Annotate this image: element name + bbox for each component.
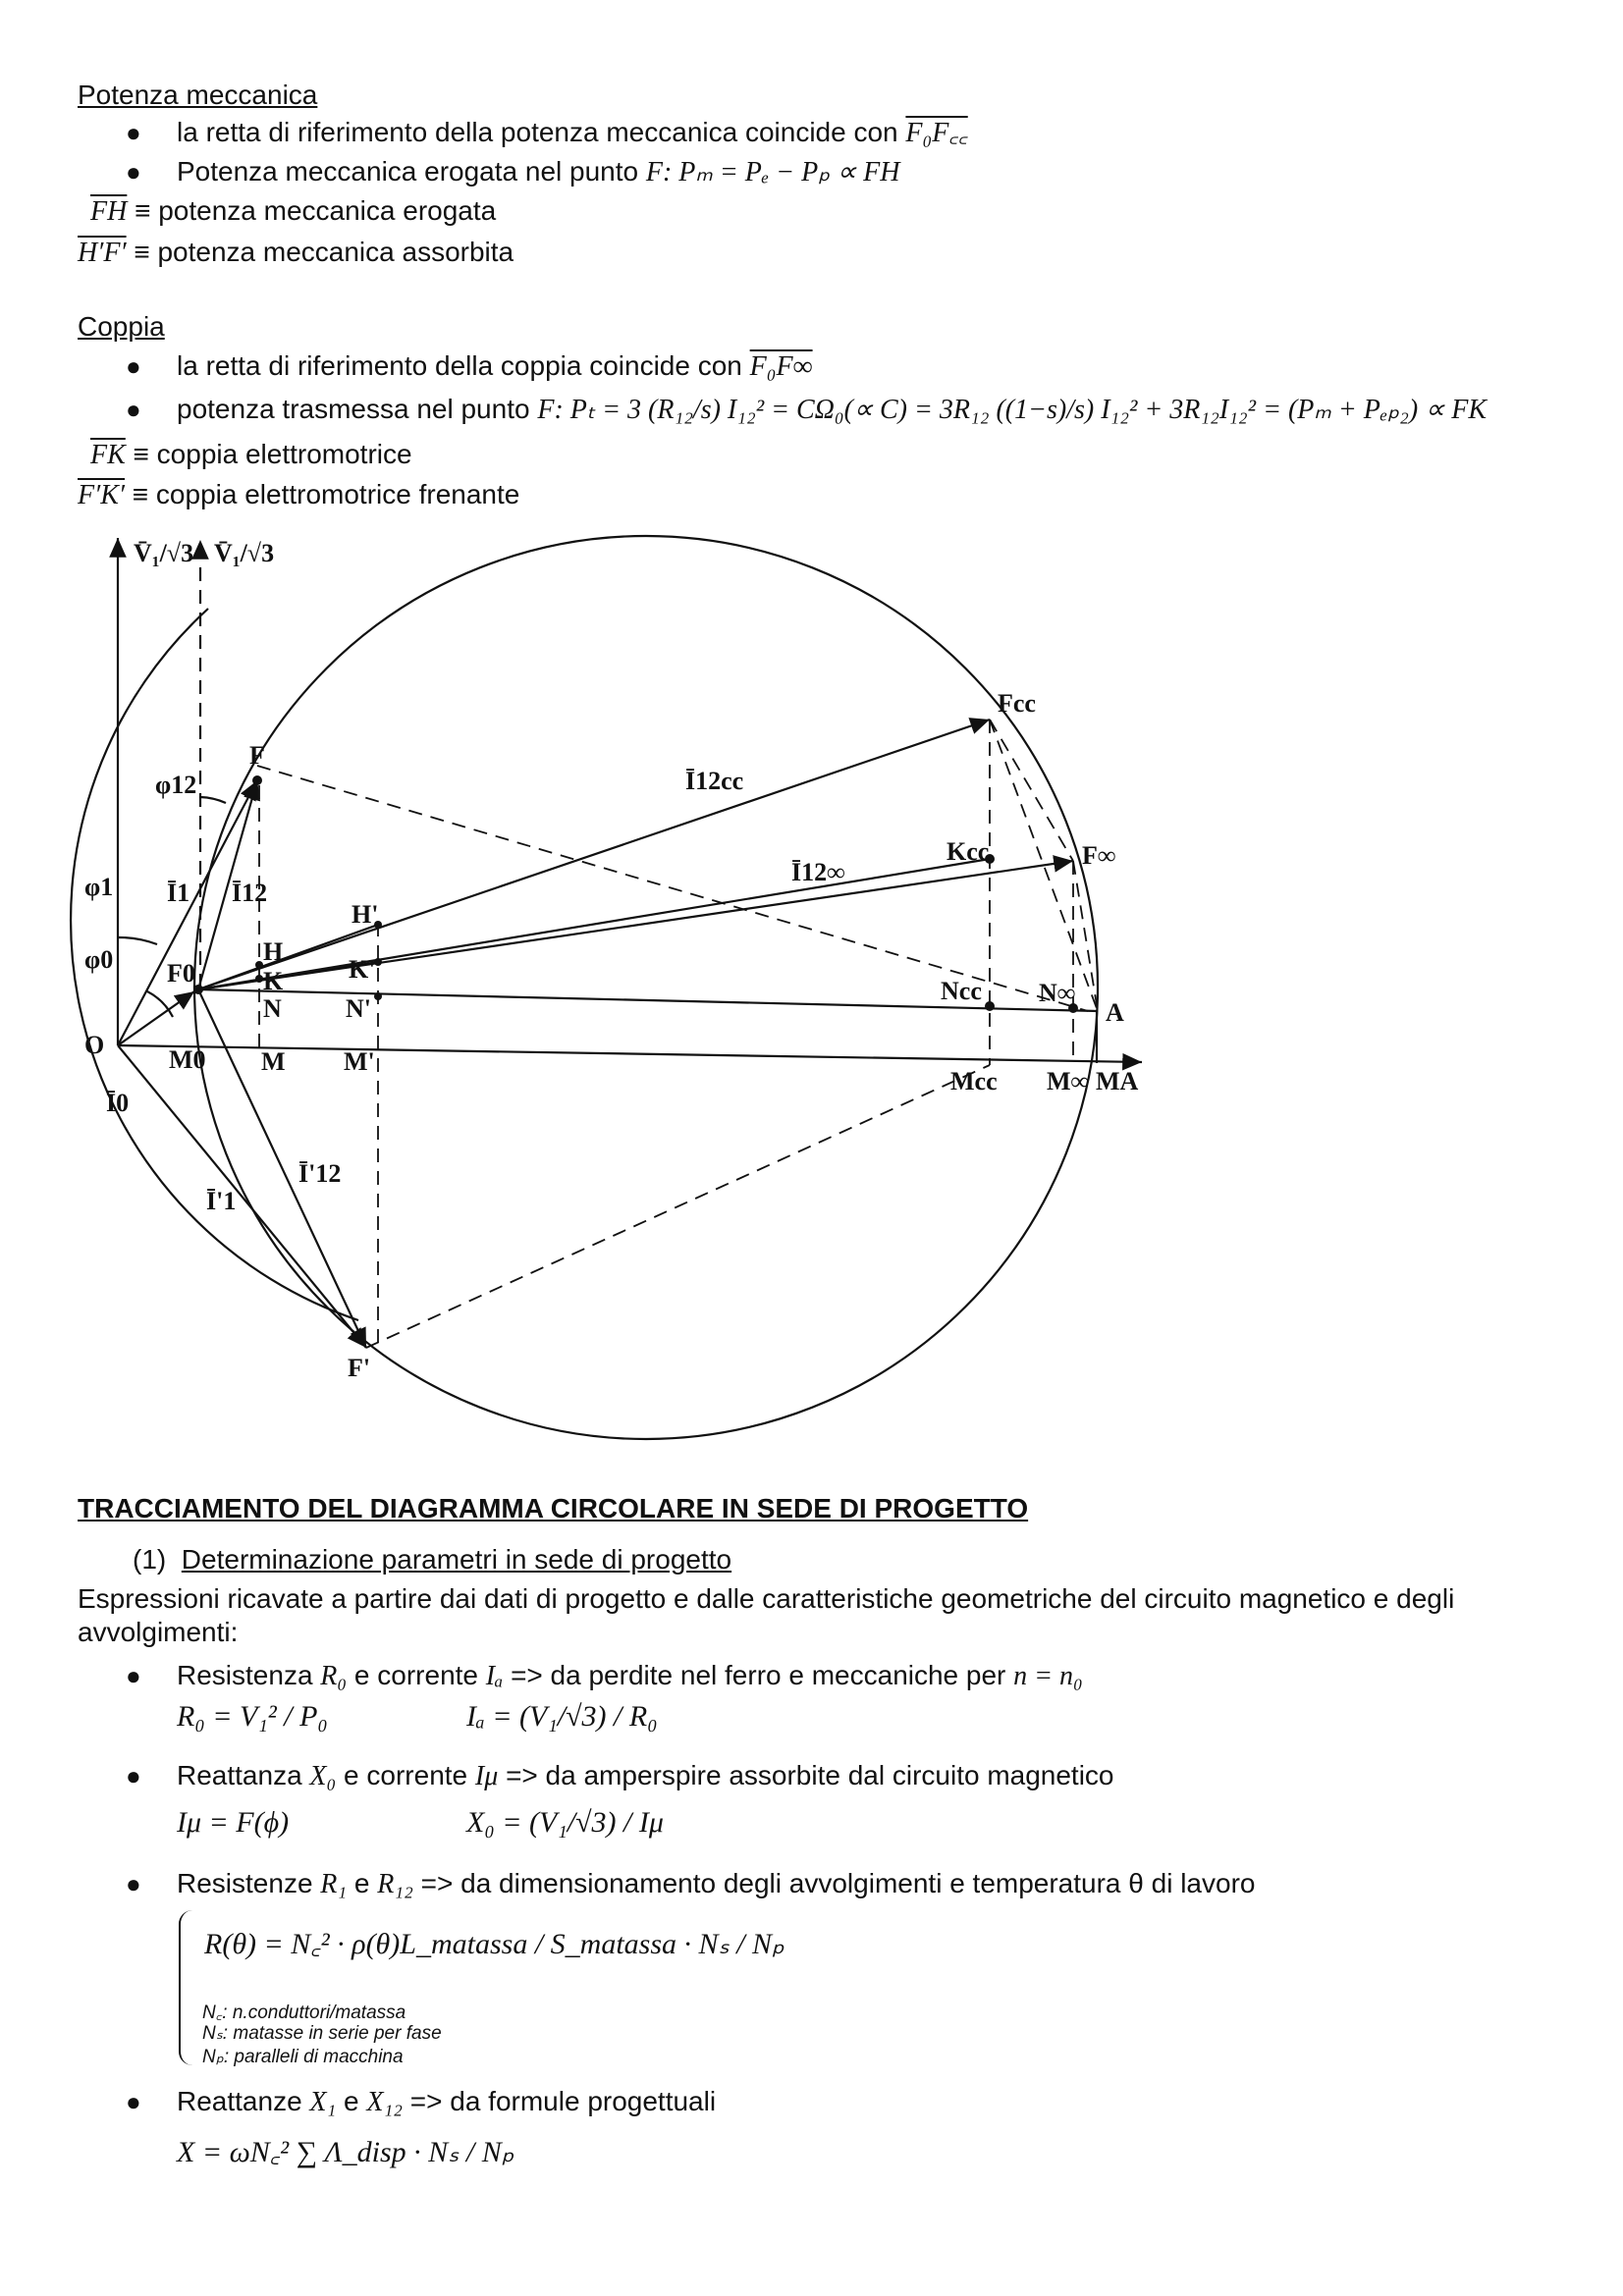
legend-np: Nₚ: paralleli di macchina [202,2047,404,2067]
r0-eq: R₀ = V₁² / P₀ [177,1700,328,1733]
label-phi12: φ12 [155,771,197,799]
label-Fcc: Fcc [998,689,1036,718]
i1-vector [118,780,257,1045]
x0-eq: X₀ = (V₁/√3) / Iμ [466,1806,664,1839]
label-v1: V̄₁/√3 [134,539,194,567]
label-Mp: M' [344,1047,375,1076]
label-I12inf: Ī12∞ [791,858,845,886]
line-F0-Kcc [198,859,990,989]
r1-math-1: R₁ [320,1869,348,1899]
label-H: H [263,937,284,966]
x0-text-b: e corrente [336,1760,475,1790]
x0-bullet [177,1759,1114,1793]
x0-math-2: Iμ [474,1761,499,1791]
torque-l3-text: ≡ coppia elettromotrice [125,439,412,469]
label-Kp: K' [349,955,376,984]
torque-line-3 [90,438,412,472]
label-Ip12: Ī'12 [298,1159,342,1188]
phi1-arc [118,937,157,944]
dashed-Fcc-Finf [990,720,1073,861]
label-Minf: M∞ [1047,1067,1090,1095]
label-Finf: F∞ [1082,841,1116,870]
brace [179,1910,196,2065]
point-F [252,775,262,785]
point-K [255,975,263,983]
torque-bullet-2 [177,393,1487,427]
bullet-icon: ● [126,1661,141,1690]
r-theta-eq: R(θ) = N꜀² · ρ(θ)L_matassa / S_matassa · Nₛ / Nₚ [204,1928,784,1960]
mech-line-3 [90,194,496,229]
x1-math-2: X₁₂ [366,2087,403,2117]
r0-math-2: Iₐ [485,1661,504,1691]
mech-l4-text: ≡ potenza meccanica assorbita [126,237,514,267]
point-Ncc [985,1001,995,1011]
torque-b2-text: potenza trasmessa nel punto [177,394,538,424]
x0-text-a: Reattanza [177,1760,310,1790]
label-I12: Ī12 [232,879,268,907]
i12cc-vector [198,720,990,989]
bullet-icon: ● [126,351,141,381]
label-Ninf: N∞ [1039,979,1076,1007]
i1p-vector [118,1045,366,1348]
label-v1b: V̄₁/√3 [214,539,275,567]
torque-heading: Coppia [78,311,165,342]
mech-l3-text: ≡ potenza meccanica erogata [127,195,497,226]
mech-bullet-2 [177,155,900,189]
x1-math-1: X₁ [309,2087,337,2117]
phi0-arc [147,991,173,1017]
i0-vector [118,991,194,1045]
mech-heading: Potenza meccanica [78,80,318,110]
imu-eq: Iμ = F(ϕ) [177,1806,290,1839]
legend-ns: Nₛ: matasse in serie per fase [202,2023,442,2044]
bullet-icon: ● [126,157,141,187]
label-Hp: H' [352,900,379,929]
r0-text-b: e corrente [347,1660,486,1690]
design-title: TRACCIAMENTO DEL DIAGRAMMA CIRCOLARE IN SEDE DI PROGETTO [78,1493,1029,1523]
dashed-F-A [257,766,1088,1011]
mech-l3-sym: $\overline{FH}$ [90,196,128,227]
label-Np: N' [346,994,371,1023]
design-intro-1: Espressioni ricavate a partire dai dati di progetto e dalle caratteristiche geometriche del circuito magnetico e degli [78,1583,1455,1614]
label-F: F [249,741,265,770]
r1-text-a: Resistenze [177,1868,321,1898]
torque-line-4 [78,478,519,512]
label-I12cc: Ī12cc [685,767,744,795]
phi12-arc [200,797,226,803]
label-MA: MA [1096,1067,1139,1095]
torque-bullet-1 [177,349,813,384]
label-I0: Ī0 [106,1089,130,1117]
r1-bullet [177,1867,1255,1901]
label-Kcc: Kcc [947,837,990,866]
x-eq: X = ωN꜀² ∑ Λ_disp · Nₛ / Nₚ [177,2136,514,2168]
mech-b1-text: la retta di riferimento della potenza meccanica coincide con [177,117,906,147]
bullet-icon: ● [126,395,141,424]
torque-b2-math: F: Pₜ = 3 (R₁₂/s) I₁₂² = CΩ₀(∝ C) = 3R₁₂ ((1−s)/s) I₁₂² + 3R₁₂I₁₂² = (Pₘ + Pₑₚ₂) ∝ FK [537,395,1487,425]
mech-b2-text: Potenza meccanica erogata nel punto [177,156,646,187]
label-Mcc: Mcc [950,1067,998,1095]
label-phi0: φ0 [84,945,114,974]
r1-math-2: R₁₂ [377,1869,413,1899]
label-I1: Ī1 [167,879,190,907]
r1-text-b: e [347,1868,378,1898]
label-F0: F0 [167,959,195,988]
x0-math-1: X₀ [309,1761,337,1791]
design-intro-2: avvolgimenti: [78,1617,239,1647]
label-Ip1: Ī'1 [206,1187,237,1215]
mech-b2-math: F: Pₘ = Pₑ − Pₚ ∝ FH [645,157,900,187]
r0-bullet [177,1659,1083,1693]
mech-b1-math: F₀F꜀꜀ [905,118,968,148]
ia-eq: Iₐ = (V₁/√3) / R₀ [466,1700,658,1733]
x1-text-a: Reattanze [177,2086,310,2116]
bullet-icon: ● [126,2087,141,2116]
label-A: A [1106,998,1124,1027]
r0-math-3: n = n₀ [1013,1661,1083,1691]
x0-text-c: => da amperspire assorbite dal circuito magnetico [498,1760,1114,1790]
mech-line-4 [78,236,514,270]
label-O: O [84,1031,105,1059]
mech-bullet-1 [177,116,968,150]
torque-b1-math: F₀F∞ [749,351,813,382]
label-Ncc: Ncc [941,977,982,1005]
bullet-icon: ● [126,1761,141,1790]
label-M: M [261,1047,286,1076]
design-step-title: Determinazione parametri in sede di progetto [181,1544,732,1575]
label-phi1: φ1 [84,873,114,901]
bullet-icon: ● [126,1869,141,1898]
r1-text-c: => da dimensionamento degli avvolgimenti e temperatura θ di lavoro [412,1868,1256,1898]
r0-text-c: => da perdite nel ferro e meccaniche per [503,1660,1014,1690]
dashed-Fp-Mcc [366,1065,990,1348]
label-N: N [263,994,282,1023]
i12p-vector [198,989,366,1348]
torque-b1-text: la retta di riferimento della coppia coincide con [177,350,750,381]
point-Np [374,992,382,1000]
x1-bullet [177,2085,716,2119]
legend-nc: N꜀: n.conduttori/matassa [202,2002,406,2023]
label-Fp: F' [348,1354,371,1382]
x1-text-b: e [336,2086,367,2116]
design-step-num: (1) [133,1544,167,1575]
point-H [255,961,263,969]
bullet-icon: ● [126,118,141,147]
label-M0: M0 [169,1045,206,1074]
torque-l3-sym: $\overline{FK}$ [90,440,126,470]
torque-l4-text: ≡ coppia elettromotrice frenante [125,479,520,509]
torque-l4-sym: F′K′ [78,480,126,510]
label-K: K [263,967,284,995]
x1-text-c: => da formule progettuali [402,2086,717,2116]
r0-text-a: Resistenza [177,1660,321,1690]
mech-l4-sym: H′F′ [78,238,127,268]
design-step [133,1543,731,1576]
circle-diagram [0,520,1623,1463]
r0-math-1: R₀ [320,1661,348,1691]
